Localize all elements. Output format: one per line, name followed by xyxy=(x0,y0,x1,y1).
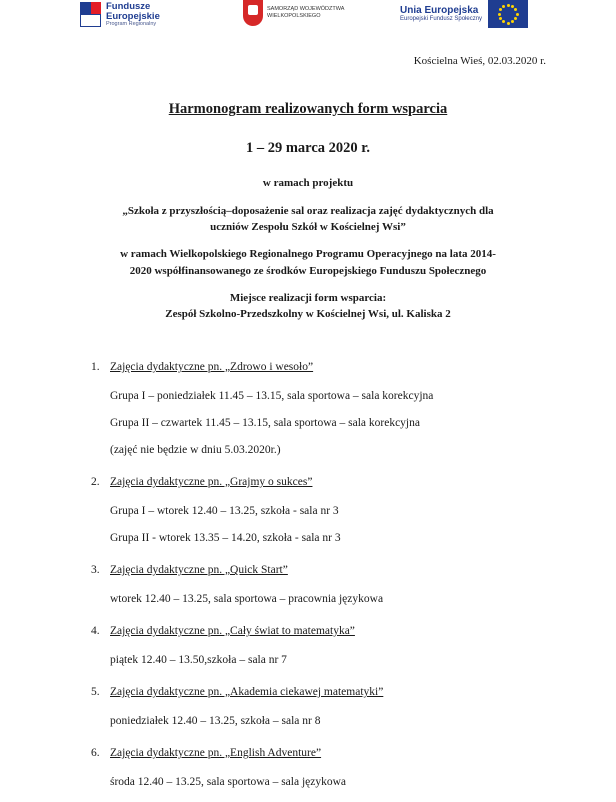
wlkp-logo-line2: WIELKOPOLSKIEGO xyxy=(267,13,321,19)
funds-europe-logo xyxy=(80,0,160,30)
logo-header xyxy=(0,0,616,36)
schedule-item-number: 2. xyxy=(91,476,100,488)
schedule-item-detail: środa 12.40 – 13.25, sala sportowa – sala językowa xyxy=(110,776,347,788)
schedule-item-detail: piątek 12.40 – 13.50,szkoła – sala nr 7 xyxy=(110,654,287,666)
ue-logo-line1: Unia Europejska xyxy=(400,5,479,17)
schedule-item-title: Zajęcia dydaktyczne pn. „Akademia ciekawej matematyki” xyxy=(110,686,384,698)
document-date: Kościelna Wieś, 02.03.2020 r. xyxy=(413,55,546,67)
schedule-item-detail: (zajęć nie będzie w dniu 5.03.2020r.) xyxy=(110,444,281,456)
funds-europe-mark-icon xyxy=(80,0,102,30)
eu-logo xyxy=(400,0,528,28)
project-name xyxy=(70,203,546,235)
eu-flag-star xyxy=(502,5,505,8)
schedule-item-detail: poniedziałek 12.40 – 13.25, szkoła – sala nr 8 xyxy=(110,715,321,727)
eu-flag-star xyxy=(507,22,510,25)
program-info xyxy=(60,246,556,280)
eu-flag-star xyxy=(498,13,501,16)
schedule-item-detail: Grupa I – wtorek 12.40 – 13.25, szkoła - sala nr 3 xyxy=(110,505,339,517)
eu-flag-star xyxy=(514,8,517,11)
venue-label: Miejsce realizacji form wsparcia: xyxy=(229,292,387,304)
schedule-item-number: 4. xyxy=(91,625,100,637)
wlkp-logo-line1: SAMORZĄD WOJEWÓDZTWA xyxy=(267,6,345,13)
schedule-item-detail: Grupa II - wtorek 13.35 – 14.20, szkoła - sala nr 3 xyxy=(110,532,341,544)
venue-address: Zespół Szkolno-Przedszkolny w Kościelnej Wsi, ul. Kaliska 2 xyxy=(165,308,451,320)
schedule-item-number: 3. xyxy=(91,564,100,576)
project-name-line1: „Szkoła z przyszłością–doposażenie sal oraz realizacja zajęć dydaktycznych dla xyxy=(122,205,494,217)
program-info-line2: 2020 współfinansowanego ze środków Europejskiego Funduszu Społecznego xyxy=(129,265,487,277)
schedule-item-title: Zajęcia dydaktyczne pn. „Grajmy o sukces” xyxy=(110,476,313,488)
wielkopolska-crest-icon xyxy=(243,0,263,26)
schedule-item-title: Zajęcia dydaktyczne pn. „Quick Start” xyxy=(110,564,288,576)
project-intro: w ramach projektu xyxy=(262,177,354,189)
eu-flag-star xyxy=(507,4,510,7)
eu-flag-star xyxy=(499,17,502,20)
project-name-line2: uczniów Zespołu Szkół w Kościelnej Wsi” xyxy=(210,221,406,233)
schedule-item-number: 5. xyxy=(91,686,100,698)
schedule-item-title: Zajęcia dydaktyczne pn. „Cały świat to matematyka” xyxy=(110,625,355,637)
eu-flag-star xyxy=(514,17,517,20)
schedule-item-detail: Grupa I – poniedziałek 11.45 – 13.15, sala sportowa – sala korekcyjna xyxy=(110,390,434,402)
venue-info xyxy=(0,290,616,322)
fe-logo-line1: Fundusze xyxy=(106,1,151,13)
schedule-item-detail: Grupa II – czwartek 11.45 – 13.15, sala sportowa – sala korekcyjna xyxy=(110,417,420,429)
eu-flag-icon xyxy=(488,0,528,28)
schedule-item-number: 1. xyxy=(91,361,100,373)
program-info-line1: w ramach Wielkopolskiego Regionalnego Programu Operacyjnego na lata 2014- xyxy=(120,248,496,260)
eu-flag-star xyxy=(511,20,514,23)
fe-logo-line2: Europejskie xyxy=(106,10,160,22)
schedule-item-detail: wtorek 12.40 – 13.25, sala sportowa – pracownia językowa xyxy=(110,593,384,605)
schedule-item-title: Zajęcia dydaktyczne pn. „Zdrowo i wesoło” xyxy=(110,361,314,373)
eu-flag-star xyxy=(511,5,514,8)
schedule-item-title: Zajęcia dydaktyczne pn. „English Adventure” xyxy=(110,747,322,759)
fe-logo-line3: Program Regionalny xyxy=(106,21,157,28)
eu-flag-star xyxy=(502,20,505,23)
schedule-item-number: 6. xyxy=(91,747,100,759)
wielkopolska-logo xyxy=(243,0,344,26)
eu-flag-star xyxy=(516,13,519,16)
eu-flag-star xyxy=(499,8,502,11)
date-range: 1 – 29 marca 2020 r. xyxy=(245,140,371,156)
ue-logo-line2: Europejski Fundusz Społeczny xyxy=(400,16,483,23)
document-title: Harmonogram realizowanych form wsparcia xyxy=(168,101,448,117)
